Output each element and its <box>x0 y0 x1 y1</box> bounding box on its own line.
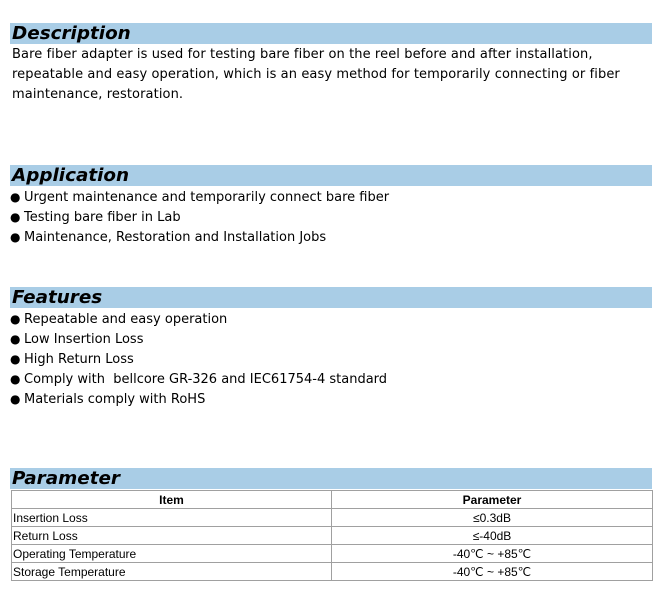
table-row <box>12 527 653 545</box>
table-row <box>12 545 653 563</box>
application-heading-text: Application <box>12 165 130 186</box>
bullet-icon: ● <box>10 372 21 386</box>
list-item <box>10 349 387 369</box>
table-header-row <box>12 491 653 509</box>
list-item <box>10 369 387 389</box>
list-item-text: Low Insertion Loss <box>24 332 144 347</box>
list-item-text: Materials comply with RoHS <box>24 392 206 407</box>
bullet-icon: ● <box>10 190 21 204</box>
cell-value: ≤0.3dB <box>332 509 653 527</box>
list-item <box>10 227 389 247</box>
list-item <box>10 187 389 207</box>
cell-item: Storage Temperature <box>12 563 332 581</box>
parameter-table <box>11 490 653 581</box>
bullet-icon: ● <box>10 332 21 346</box>
cell-item: Return Loss <box>12 527 332 545</box>
list-item <box>10 309 387 329</box>
features-list <box>10 309 387 409</box>
parameter-heading-text: Parameter <box>12 468 120 489</box>
cell-item: Insertion Loss <box>12 509 332 527</box>
column-header-parameter: Parameter <box>332 491 653 509</box>
features-heading <box>10 287 652 308</box>
table-row <box>12 563 653 581</box>
description-heading <box>10 23 652 44</box>
list-item <box>10 207 389 227</box>
list-item-text: High Return Loss <box>24 352 134 367</box>
bullet-icon: ● <box>10 230 21 244</box>
cell-item: Operating Temperature <box>12 545 332 563</box>
cell-value: -40℃ ~ +85℃ <box>332 545 653 563</box>
list-item <box>10 389 387 409</box>
table-row <box>12 509 653 527</box>
list-item-text: Urgent maintenance and temporarily connect bare fiber <box>24 190 390 205</box>
bullet-icon: ● <box>10 392 21 406</box>
description-heading-text: Description <box>12 23 131 44</box>
application-list <box>10 187 389 247</box>
bullet-icon: ● <box>10 352 21 366</box>
list-item-text: Testing bare fiber in Lab <box>24 210 181 225</box>
cell-value: ≤-40dB <box>332 527 653 545</box>
application-heading <box>10 165 652 186</box>
cell-value: -40℃ ~ +85℃ <box>332 563 653 581</box>
list-item-text: Maintenance, Restoration and Installation Jobs <box>24 230 327 245</box>
list-item-text: Comply with bellcore GR-326 and IEC61754-4 standard <box>24 372 388 387</box>
list-item <box>10 329 387 349</box>
parameter-heading <box>10 468 652 489</box>
bullet-icon: ● <box>10 312 21 326</box>
features-heading-text: Features <box>12 287 103 308</box>
description-text: Bare fiber adapter is used for testing bare fiber on the reel before and after installation, repeatable and easy operation, which is an easy method for temporarily connecting or fiber maintenance, restoration. <box>12 47 620 102</box>
bullet-icon: ● <box>10 210 21 224</box>
list-item-text: Repeatable and easy operation <box>24 312 228 327</box>
column-header-item: Item <box>12 491 332 509</box>
